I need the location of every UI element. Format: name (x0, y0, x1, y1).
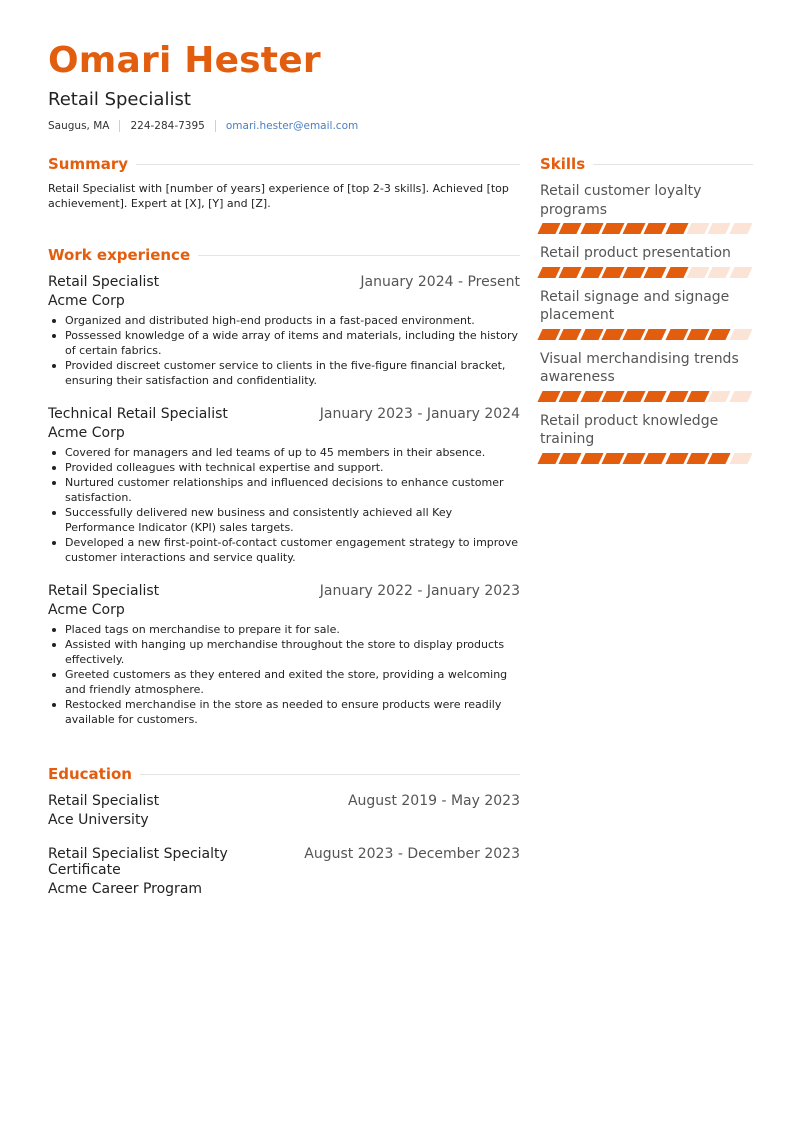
skill-item (540, 288, 753, 340)
skill-segment-filled (537, 391, 560, 402)
skill-segment-filled (623, 329, 646, 340)
job-title: Retail Specialist (48, 583, 160, 599)
bullet-item: Greeted customers as they entered and exited the store, providing a welcoming and friendly atmosphere. (48, 667, 520, 697)
skill-level-bar (540, 453, 753, 464)
bullet-item: Placed tags on merchandise to prepare it for sale. (48, 622, 520, 637)
job-company: Acme Corp (48, 293, 125, 309)
degree-title: Retail Specialist (48, 793, 160, 809)
skill-segment-empty (729, 453, 752, 464)
email-link[interactable]: omari.hester@email.com (225, 120, 359, 132)
skill-segment-filled (644, 453, 667, 464)
degree-dates: August 2019 - May 2023 (347, 793, 520, 809)
skill-segment-empty (708, 223, 731, 234)
job-dates: January 2024 - Present (360, 274, 520, 290)
section-rule (140, 774, 520, 775)
bullet-item: Restocked merchandise in the store as needed to ensure products were readily available for customers. (48, 697, 520, 727)
degree-title: Retail Specialist Specialty Certificate (48, 846, 228, 878)
work-section (48, 244, 520, 727)
section-rule (136, 164, 520, 165)
job-dates: January 2022 - January 2023 (319, 583, 520, 599)
skill-segment-filled (687, 453, 710, 464)
bullet-item: Developed a new first-point-of-contact customer engagement strategy to improve customer interactions and service quality. (48, 535, 520, 565)
bullet-item: Successfully delivered new business and consistently achieved all Key Performance Indicator (KPI) sales targets. (48, 505, 520, 535)
skill-segment-filled (580, 329, 603, 340)
skill-segment-filled (665, 267, 688, 278)
skill-segment-empty (687, 223, 710, 234)
job-dates: January 2023 - January 2024 (319, 406, 520, 422)
skill-item (540, 412, 753, 464)
skill-segment-filled (623, 223, 646, 234)
skill-segment-filled (665, 329, 688, 340)
skill-segment-empty (708, 391, 731, 402)
job-entry (48, 406, 520, 565)
work-header (48, 244, 520, 266)
bullet-item: Provided colleagues with technical expertise and support. (48, 460, 520, 475)
skill-segment-filled (665, 391, 688, 402)
skill-name: Retail customer loyalty programs (540, 183, 702, 218)
skill-level-bar (540, 329, 753, 340)
school-name: Ace University (48, 812, 149, 828)
section-title: Summary (48, 155, 129, 173)
skill-segment-filled (708, 453, 731, 464)
skill-segment-filled (559, 267, 582, 278)
skill-segment-filled (580, 391, 603, 402)
skill-segment-filled (537, 223, 560, 234)
skill-item (540, 244, 753, 278)
skill-segment-filled (559, 453, 582, 464)
summary-text: Retail Specialist with [number of years] experience of [top 2-3 skills]. Achieved [top achievement]. Expert at [X], [Y] and [Z]. (48, 182, 509, 210)
section-title: Work experience (48, 246, 191, 264)
job-bullets (48, 622, 520, 727)
job-bullets (48, 445, 520, 565)
skills-header (540, 153, 753, 175)
section-title: Education (48, 765, 132, 783)
skill-segment-filled (665, 223, 688, 234)
section-rule (593, 164, 753, 165)
summary-header (48, 153, 520, 175)
job-bullets (48, 313, 520, 388)
skill-segment-filled (601, 267, 624, 278)
bullet-item: Provided discreet customer service to clients in the five-figure financial bracket, ensuring their satisfaction and confidentiality. (48, 358, 520, 388)
skill-segment-empty (729, 391, 752, 402)
skill-segment-filled (623, 267, 646, 278)
skill-level-bar (540, 223, 753, 234)
skill-segment-filled (644, 223, 667, 234)
skill-segment-filled (623, 391, 646, 402)
candidate-headline: Retail Specialist (48, 89, 191, 110)
skill-segment-filled (537, 453, 560, 464)
contact-divider (119, 120, 120, 132)
skill-segment-filled (559, 223, 582, 234)
skill-name: Retail product presentation (540, 245, 731, 261)
education-header (48, 763, 520, 785)
location: Saugus, MA (48, 120, 110, 132)
job-title: Retail Specialist (48, 274, 160, 290)
skill-item (540, 350, 753, 402)
bullet-item: Possessed knowledge of a wide array of items and materials, including the history of certain fabrics. (48, 328, 520, 358)
degree-dates: August 2023 - December 2023 (304, 846, 520, 862)
section-rule (198, 255, 520, 256)
main-column (48, 153, 520, 897)
skill-segment-empty (687, 267, 710, 278)
skill-segment-filled (601, 453, 624, 464)
skill-name: Retail signage and signage placement (540, 288, 730, 323)
skill-segment-empty (729, 223, 752, 234)
skill-segment-filled (601, 391, 624, 402)
skill-segment-empty (708, 267, 731, 278)
skills-column (540, 153, 753, 474)
skill-segment-filled (644, 329, 667, 340)
skill-segment-filled (537, 329, 560, 340)
skill-segment-filled (623, 453, 646, 464)
skills-list (540, 182, 753, 464)
bullet-item: Nurtured customer relationships and influenced decisions to enhance customer satisfaction. (48, 475, 520, 505)
skill-segment-filled (537, 267, 560, 278)
skill-segment-filled (559, 329, 582, 340)
skill-segment-filled (644, 391, 667, 402)
bullet-item: Covered for managers and led teams of up to 45 members in their absence. (48, 445, 520, 460)
skill-level-bar (540, 391, 753, 402)
skill-segment-empty (729, 329, 752, 340)
job-entry (48, 583, 520, 727)
skill-item (540, 182, 753, 234)
skill-segment-empty (729, 267, 752, 278)
education-entry (48, 846, 520, 897)
skill-segment-filled (708, 329, 731, 340)
job-company: Acme Corp (48, 602, 125, 618)
skill-name: Retail product knowledge training (540, 412, 719, 447)
summary-section (48, 153, 520, 211)
skill-segment-filled (580, 267, 603, 278)
job-entry (48, 274, 520, 388)
skill-segment-filled (580, 453, 603, 464)
job-title: Technical Retail Specialist (48, 406, 228, 422)
bullet-item: Organized and distributed high-end products in a fast-paced environment. (48, 313, 520, 328)
phone: 224-284-7395 (130, 120, 205, 132)
skill-segment-filled (687, 329, 710, 340)
education-entry (48, 793, 520, 828)
contact-divider (215, 120, 216, 132)
skill-segment-filled (644, 267, 667, 278)
skill-segment-filled (601, 223, 624, 234)
skill-segment-filled (601, 329, 624, 340)
skill-level-bar (540, 267, 753, 278)
skill-segment-filled (687, 391, 710, 402)
skill-name: Visual merchandising trends awareness (540, 350, 739, 385)
contact-line (48, 120, 358, 132)
skill-segment-filled (580, 223, 603, 234)
school-name: Acme Career Program (48, 881, 203, 897)
section-title: Skills (540, 155, 586, 173)
job-company: Acme Corp (48, 425, 125, 441)
skill-segment-filled (559, 391, 582, 402)
skill-segment-filled (665, 453, 688, 464)
candidate-name: Omari Hester (48, 40, 321, 81)
bullet-item: Assisted with hanging up merchandise throughout the store to display products effectively. (48, 637, 520, 667)
education-section (48, 763, 520, 897)
